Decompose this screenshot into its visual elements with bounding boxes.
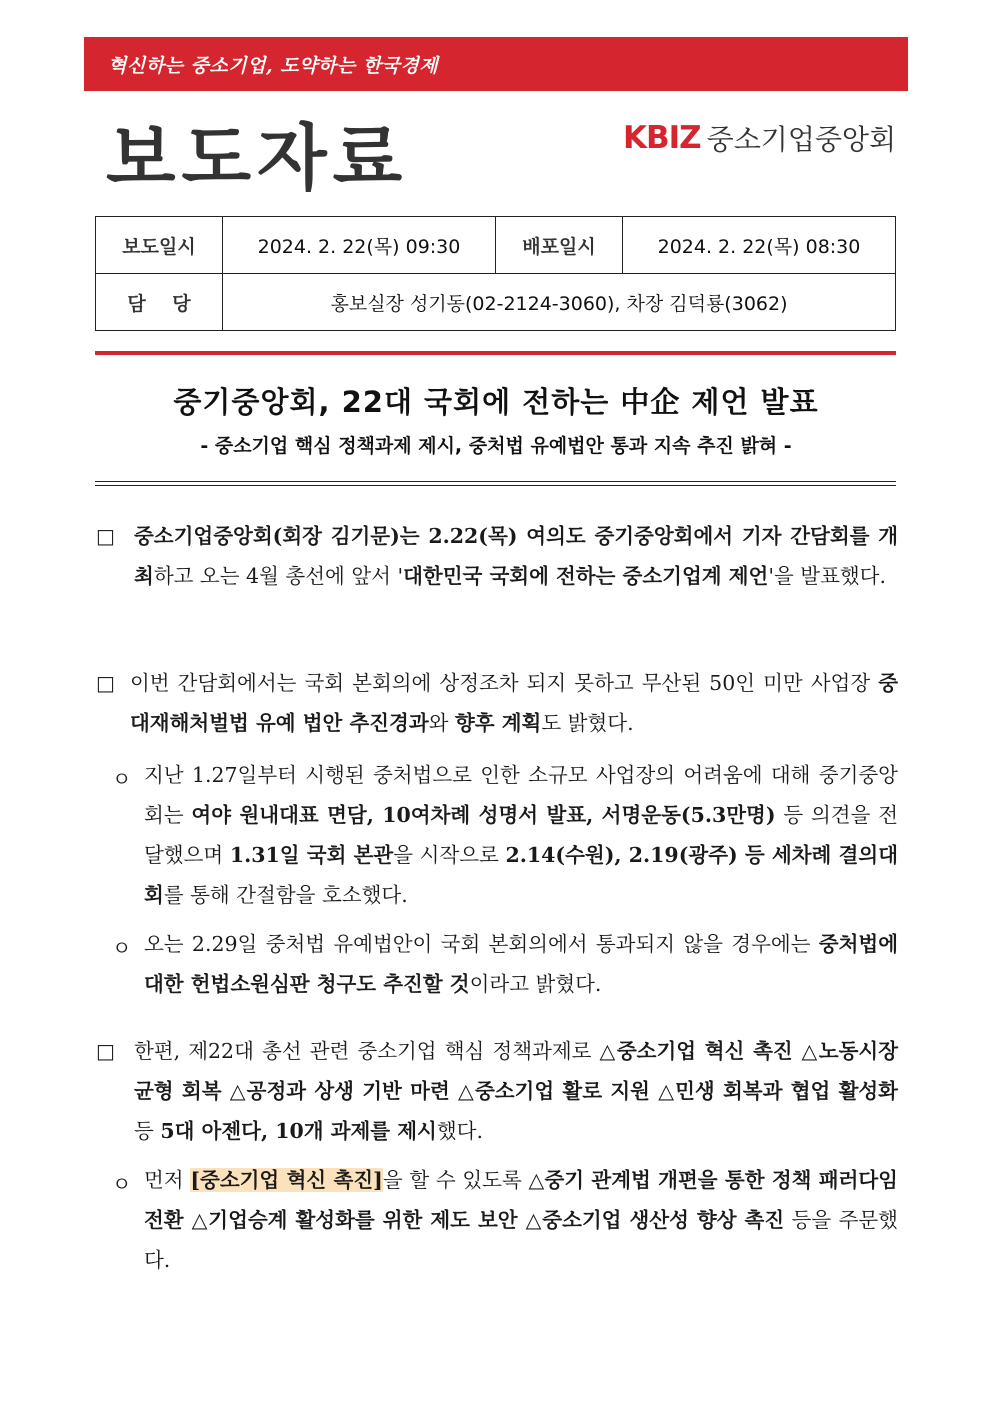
paragraph-2-1: [144, 755, 898, 915]
p2-1-text-a: 지난 1.27일부터 시행된 중처법으로 인한 소규모 사업장의 어려움에 대해 중기중앙회는: [144, 763, 898, 827]
p3-1-text-c: 을 할 수 있도록: [382, 1168, 529, 1192]
p2-1-bold-f: 2.14(수원), 2.19(광주) 등 세차례 결의대회: [144, 843, 898, 907]
document-type-title: 보도자료: [106, 116, 409, 200]
distribute-date-value: 2024. 2. 22(목) 08:30: [623, 217, 896, 274]
p1-bold-c: 대한민국 국회에 전하는 중소기업계 제언: [403, 564, 769, 588]
p3-1-text-a: 먼저: [144, 1168, 191, 1192]
p2-1-text-e: 을 시작으로: [393, 843, 506, 867]
square-bullet: □: [96, 1039, 115, 1063]
p1-text-b: 하고 오는 4월 총선에 앞서 ': [153, 564, 404, 588]
p3-text-a: 한편, 제22대 총선 관련 중소기업 핵심 정책과제로: [134, 1039, 600, 1063]
p2-1-bold-d: 1.31일 국회 본관: [229, 843, 394, 867]
p2-text-e: 도 밝혔다.: [541, 711, 634, 735]
circle-bullet: ㅇ: [112, 936, 132, 960]
release-info-table: [95, 216, 896, 331]
slogan-banner: [84, 37, 908, 91]
red-divider: [95, 351, 896, 355]
highlighted-topic: [중소기업 혁신 촉진]: [190, 1168, 383, 1192]
p3-text-e: 했다.: [436, 1119, 483, 1143]
paragraph-1: [134, 516, 898, 596]
square-bullet: □: [96, 671, 115, 695]
p2-2-text-a: 오는 2.29일 중처법 유예법안이 국회 본회의에서 통과되지 않을 경우에는: [144, 932, 819, 956]
distribute-date-label: 배포일시: [496, 217, 623, 274]
paragraph-2: [130, 663, 898, 743]
slogan-text: 혁신하는 중소기업, 도약하는 한국경제: [108, 55, 439, 77]
p3-bold-d: 5대 아젠다, 10개 과제를 제시: [160, 1119, 437, 1143]
paragraph-2-2: [144, 924, 898, 1004]
paragraph-3: [134, 1031, 898, 1151]
circle-bullet: ㅇ: [112, 767, 132, 791]
p2-2-text-c: 이라고 밝혔다.: [469, 972, 602, 996]
headline-title: 중기중앙회, 22대 국회에 전하는 中企 제언 발표: [173, 385, 819, 419]
p2-1-text-g: 를 통해 간절함을 호소했다.: [163, 883, 408, 907]
double-rule-bottom: [95, 485, 896, 486]
double-rule-top: [95, 481, 896, 482]
p2-text-c: 와: [428, 711, 455, 735]
contact-value: 홍보실장 성기동(02-2124-3060), 차장 김덕룡(3062): [223, 274, 896, 331]
logo-mark: KBIZ: [623, 120, 701, 156]
p1-bold-a: 중소기업중앙회(회장 김기문)는 2.22(목) 여의도 중기중앙회에서 기자 간담회를 개최: [134, 524, 898, 588]
release-date-label: 보도일시: [96, 217, 223, 274]
p2-2-bold-b: 중처법에 대한 헌법소원심판 청구도 추진할 것: [144, 932, 898, 996]
headline-subtitle: - 중소기업 핵심 정책과제 제시, 중처법 유예법안 통과 지속 추진 밝혀 -: [200, 435, 792, 457]
p3-bold-b: △중소기업 혁신 촉진 △노동시장 균형 회복 △공정과 상생 기반 마련 △중소기업 활로 지원 △민생 회복과 협업 활성화: [134, 1039, 898, 1103]
p3-1-text-e: 등을 주문했다.: [144, 1208, 898, 1272]
paragraph-3-1: [144, 1160, 898, 1280]
p2-bold-b: 중대재해처벌법 유예 법안 추진경과: [130, 671, 898, 735]
contact-label: 담 당: [96, 274, 223, 331]
logo-org-name: 중소기업중앙회: [706, 123, 897, 156]
p2-1-bold-b: 여야 원내대표 면담, 10여차례 성명서 발표, 서명운동(5.3만명): [191, 803, 776, 827]
p2-1-text-c: 등 의견을 전달했으며: [144, 803, 898, 867]
circle-bullet: ㅇ: [112, 1172, 132, 1196]
release-date-value: 2024. 2. 22(목) 09:30: [223, 217, 496, 274]
square-bullet: □: [96, 524, 115, 548]
p1-text-d: '을 발표했다.: [768, 564, 886, 588]
p3-text-c: 등: [134, 1119, 161, 1143]
kbiz-logo: [623, 118, 896, 158]
p2-text-a: 이번 간담회에서는 국회 본회의에 상정조차 되지 못하고 무산된 50인 미만 사업장: [130, 671, 879, 695]
p2-bold-d: 향후 계획: [454, 711, 542, 735]
p3-1-bold-d: △중기 관계법 개편을 통한 정책 패러다임 전환 △기업승계 활성화를 위한 제도 보안 △중소기업 생산성 향상 촉진: [144, 1168, 898, 1232]
